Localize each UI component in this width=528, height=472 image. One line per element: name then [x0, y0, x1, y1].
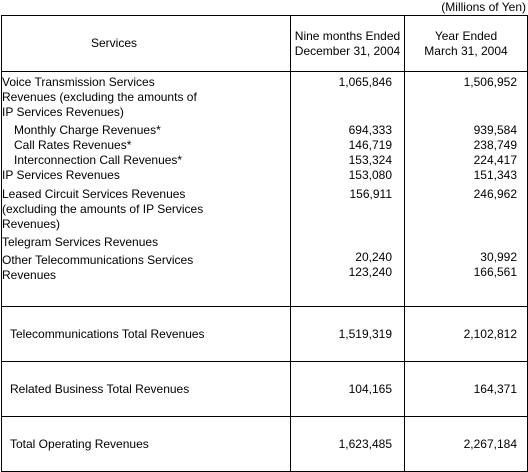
value-leased-year: 246,962	[473, 187, 517, 201]
value-voice-year: 1,506,952	[463, 75, 517, 89]
header-nine-months-line2: December 31, 2004	[294, 43, 401, 58]
value-telegram-year: 30,992	[480, 250, 517, 264]
value-voice-nine: 1,065,846	[338, 75, 392, 89]
total-value-related-year: 164,371	[405, 362, 528, 417]
value-leased-nine: 156,911	[349, 187, 392, 201]
header-services: Services	[2, 16, 291, 72]
row-label-other-2: Revenues	[2, 268, 57, 282]
row-label-voice-2: Revenues (excluding the amounts of	[2, 90, 197, 104]
value-telegram-nine: 20,240	[355, 250, 392, 264]
row-label-telegram: Telegram Services Revenues	[2, 235, 159, 249]
row-label-leased-2: (excluding the amounts of IP Services	[2, 202, 204, 216]
value-monthly-nine: 694,333	[348, 123, 392, 137]
value-ip-nine: 153,080	[348, 168, 392, 182]
total-row-operating	[2, 417, 528, 472]
total-label-telecom: Telecommunications Total Revenues	[2, 307, 291, 362]
value-ip-year: 151,343	[473, 168, 517, 182]
row-label-voice-1: Voice Transmission Services	[2, 75, 155, 89]
value-call-rates-nine: 146,719	[348, 138, 392, 152]
header-nine-months-line1: Nine months Ended	[294, 28, 401, 43]
total-row-telecom	[2, 307, 528, 362]
header-nine-months	[291, 16, 405, 72]
detail-labels	[2, 72, 291, 307]
row-label-monthly-charge: Monthly Charge Revenues*	[14, 123, 161, 137]
unit-note: (Millions of Yen)	[441, 0, 526, 14]
total-value-telecom-nine: 1,519,319	[291, 307, 405, 362]
header-year-ended	[405, 16, 528, 72]
header-row	[2, 16, 528, 72]
row-label-other-1: Other Telecommunications Services	[2, 253, 194, 267]
value-monthly-year: 939,584	[473, 123, 517, 137]
detail-year-ended	[405, 72, 528, 307]
header-year-line1: Year Ended	[434, 28, 498, 43]
row-label-voice-3: IP Services Revenues)	[2, 105, 124, 119]
detail-row	[2, 72, 528, 307]
value-other-year: 166,561	[473, 265, 517, 279]
value-interconnection-year: 224,417	[473, 153, 517, 167]
row-label-ip-services: IP Services Revenues	[2, 168, 120, 182]
value-interconnection-nine: 153,324	[348, 153, 392, 167]
header-year-line2: March 31, 2004	[424, 43, 508, 58]
row-label-interconnection: Interconnection Call Revenues*	[14, 153, 183, 167]
row-label-leased-3: Revenues)	[2, 217, 61, 231]
total-value-operating-nine: 1,623,485	[291, 417, 405, 472]
total-value-related-nine: 104,165	[291, 362, 405, 417]
row-label-leased-1: Leased Circuit Services Revenues	[2, 187, 186, 201]
detail-nine-months	[291, 72, 405, 307]
total-label-related: Related Business Total Revenues	[2, 362, 291, 417]
total-row-related	[2, 362, 528, 417]
total-value-operating-year: 2,267,184	[405, 417, 528, 472]
value-call-rates-year: 238,749	[473, 138, 517, 152]
total-value-telecom-year: 2,102,812	[405, 307, 528, 362]
revenue-table	[1, 15, 528, 472]
total-label-operating: Total Operating Revenues	[2, 417, 291, 472]
row-label-call-rates: Call Rates Revenues*	[14, 138, 132, 152]
value-other-nine: 123,240	[348, 265, 392, 279]
